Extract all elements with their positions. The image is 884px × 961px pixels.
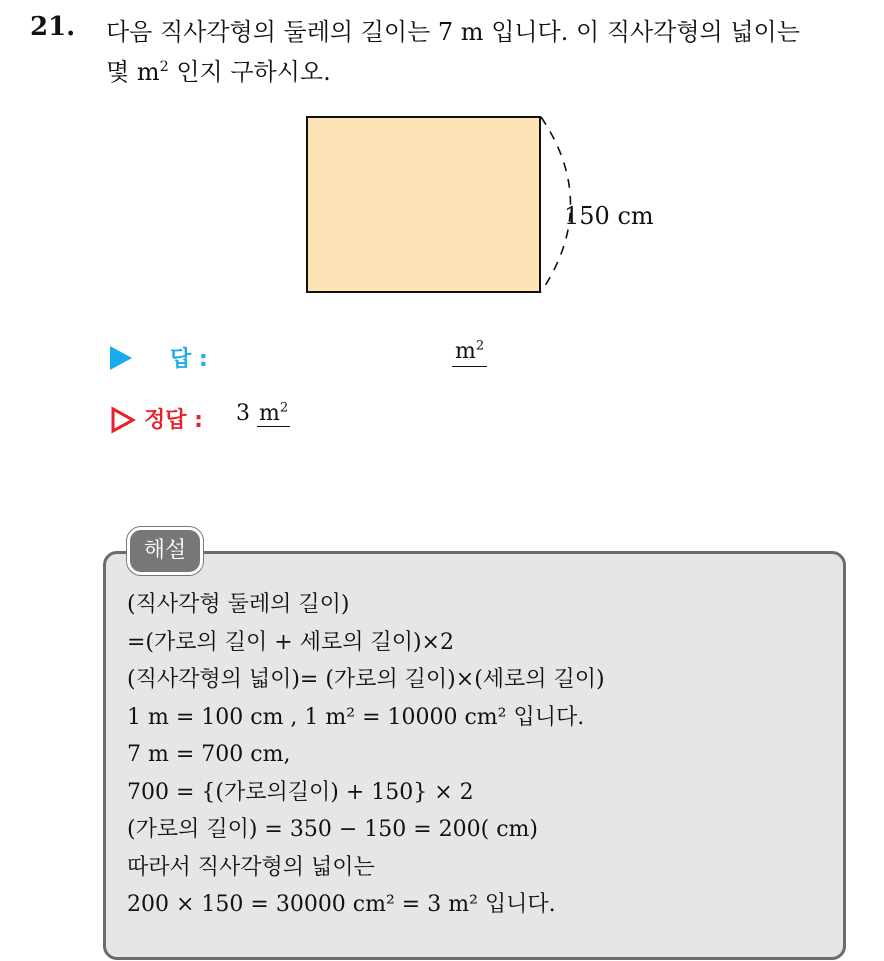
solution-line: 200 × 150 = 30000 cm² = 3 m² 입니다. xyxy=(127,892,556,917)
question-line-1: 다음 직사각형의 둘레의 길이는 7 m 입니다. 이 직사각형의 넓이는 xyxy=(106,18,800,46)
answer-row xyxy=(110,338,530,374)
answer-label: 답 : xyxy=(170,347,208,372)
question-line-2: 몇 $m^2$ 인지 구하시오. xyxy=(106,58,331,86)
solution-line: 700 = {(가로의길이) + 150} × 2 xyxy=(127,779,474,805)
solution-line: 따라서 직사각형의 넓이는 xyxy=(127,854,375,880)
solution-line: 1 m = 100 cm , 1 m² = 10000 cm² 입니다. xyxy=(127,704,585,730)
solution-text xyxy=(127,586,827,924)
solution-line: (직사각형의 넓이)= (가로의 길이)×(세로의 길이) xyxy=(127,667,605,692)
solution-line: =(가로의 길이 + 세로의 길이)×2 xyxy=(127,629,454,655)
solution-line: 7 m = 700 cm, xyxy=(127,742,291,767)
rectangle-figure xyxy=(0,0,884,330)
correct-answer-value: 3 $m^2$ xyxy=(236,400,289,426)
solution-line: (가로의 길이) = 350 − 150 = 200( cm) xyxy=(127,817,538,842)
correct-answer-label: 정답 : xyxy=(144,408,203,433)
answer-marker-icon xyxy=(110,346,132,370)
answer-unit: $m^2$ xyxy=(452,338,487,367)
correct-answer-row xyxy=(110,400,410,438)
rectangle-shape xyxy=(307,117,540,292)
question-number: 21. xyxy=(30,12,76,42)
solution-tab: 해설 xyxy=(127,527,203,575)
correct-marker-icon xyxy=(110,406,136,434)
solution-line: (직사각형 둘레의 길이) xyxy=(127,592,350,617)
side-length-label: 150 cm xyxy=(564,202,654,230)
